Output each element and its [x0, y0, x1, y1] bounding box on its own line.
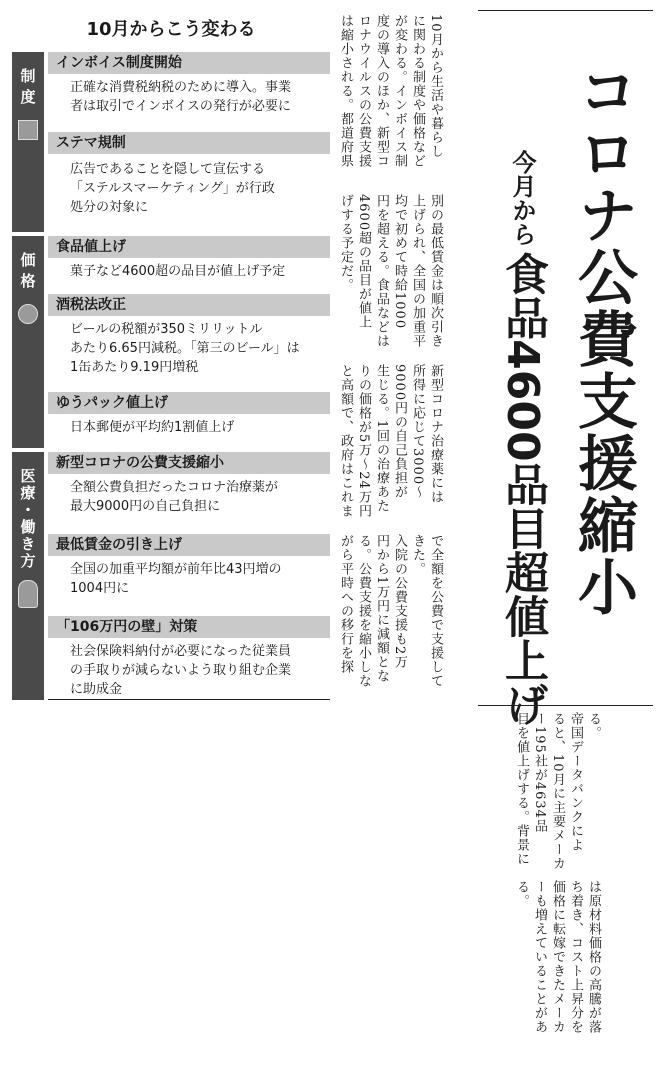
item-body: 全額公費負担だったコロナ治療薬が 最大9000円の自己負担に: [70, 480, 279, 514]
article-block-3: 新型コロナ治療薬には 所得に応じて3000〜 9000円の自己負担が 生じる。1回の治療あた りの価格が5万〜24万円 と高額で、政府はこれま: [338, 364, 443, 518]
item-body: 菓子など4600超の品目が値上げ予定: [70, 264, 286, 279]
panel-bottom-rule: [48, 699, 330, 700]
item-body: 日本郵便が平均約1割値上げ: [70, 420, 235, 435]
headline-sub: [490, 150, 554, 726]
item-body: 社会保険料納付が必要になった従業員 の手取りが減らないよう取り組む企業 に助成金: [70, 644, 292, 697]
article-block-1: 10月から生活や暮らし に関わる制度や価格など が変わる。インボイス制 度の導入のほか、新型コ ロナウイルスの公費支援 は縮小される。都道府県: [338, 14, 443, 168]
item-title: 「106万円の壁」対策: [48, 616, 330, 638]
headline-sub-small: 今月から: [508, 150, 536, 246]
group-label: 制度: [18, 68, 37, 110]
article-block-4: で全額を公費で支援して きた。 入院の公費支援も2万 円から1万円に減額とな る。公費支援を縮小しな がら平時への移行を探: [338, 534, 443, 688]
document-icon: [18, 120, 38, 140]
group-label: 価格: [18, 252, 37, 294]
item-title: ステマ規制: [48, 132, 330, 154]
item-title: 酒税法改正: [48, 294, 330, 316]
sidebar-seido: [12, 52, 44, 232]
top-rule: [478, 10, 653, 11]
headline-sub-large: 食品4600品目超値上げ: [497, 251, 548, 726]
item-title: 食品値上げ: [48, 236, 330, 258]
lower-rule: [478, 705, 653, 706]
item-body: ビールの税額が350ミリリットル あたり6.65円減税。「第三のビール」は 1缶あたり9.19円増税: [70, 322, 300, 375]
article-block-2: 別の最低賃金は順次引き 上げられ、全国の加重平 均で初めて時給1000 円を超える。食品などは 4600超の品目が値上 げする予定だ。: [338, 194, 443, 348]
sidebar-kakaku: [12, 236, 44, 448]
item-title: ゆうパック値上げ: [48, 392, 330, 414]
sidebar-iryo: [12, 452, 44, 700]
group-label: 医療・働き方: [18, 468, 37, 570]
item-body: 広告であることを隠して宣伝する 「ステルスマーケティング」が行政 処分の対象に: [70, 162, 275, 215]
item-title: 最低賃金の引き上げ: [48, 534, 330, 556]
item-title: 新型コロナの公費支援縮小: [48, 452, 330, 474]
article-block-5: る。 帝国データバンクによ ると、10月に主要メーカ ー195社が4634品 目を値上げする。背景に: [514, 712, 601, 871]
item-body: 全国の加重平均額が前年比43円増の 1004円に: [70, 562, 282, 596]
headline-main: コロナ公費支援縮小: [568, 60, 638, 618]
item-body: 正確な消費税納税のために導入。事業 者は取引でインボイスの発行が必要に: [70, 80, 292, 114]
article-block-6: は原材料価格の高騰が落 ち着き、コスト上昇分を 価格に転嫁できたメーカ ーも増えていることがあ る。: [514, 880, 601, 1034]
item-title: インボイス制度開始: [48, 52, 330, 74]
panel-title: 10月からこう変わる: [86, 19, 256, 40]
person-icon: [18, 580, 38, 608]
coin-icon: [18, 304, 38, 324]
info-panel: [12, 12, 330, 700]
